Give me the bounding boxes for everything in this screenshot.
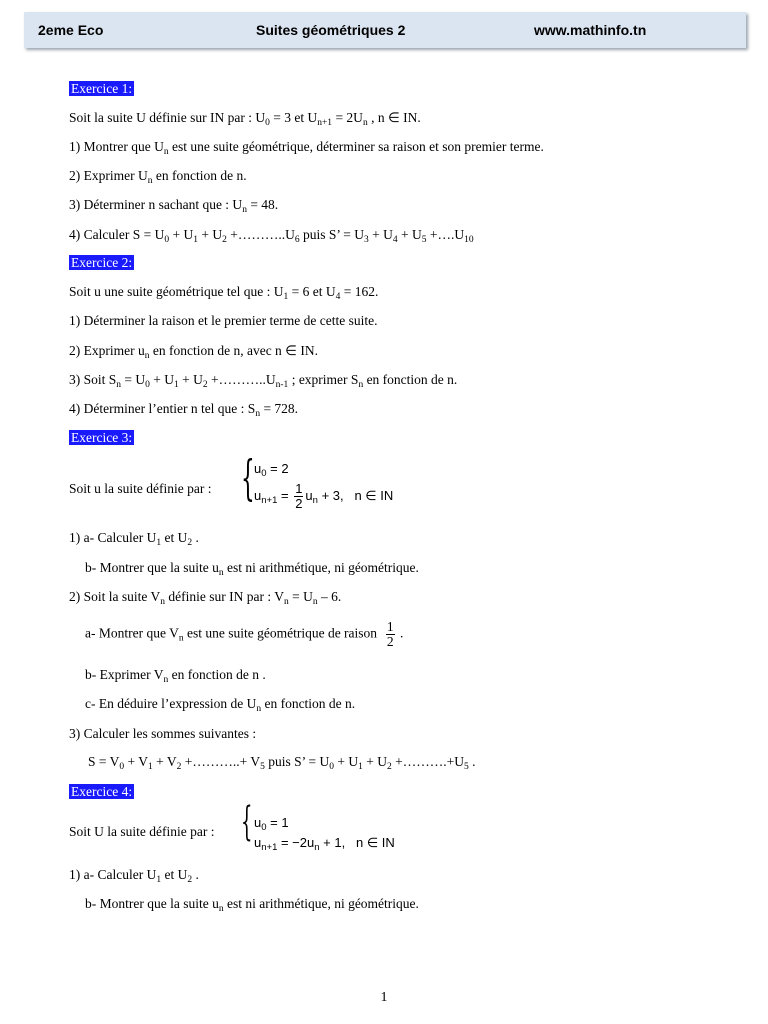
- exercise-3-question-2a: a- Montrer que $V_n$ est une suite géométrique de raison $\frac{1}{2}$ .: [85, 619, 404, 649]
- exercise-1-question-4: 4) Calculer $S = U_0 + U_1 + U_2$ $+\dots\dots\dots..U_6$ puis S’ = $U_3 + U_4 + U_5$ $+\dots.U_{10}$: [69, 227, 474, 245]
- exercise-3-intro: Soit u la suite définie par :: [69, 481, 212, 496]
- page-header: [24, 12, 746, 48]
- header-level: 2eme Eco: [38, 22, 104, 38]
- exercise-1-question-1: 1) Montrer que $U_n$ est une suite géométrique, déterminer sa raison et son premier terme.: [69, 139, 544, 157]
- exercise-3-question-1a: 1) a- Calculer $U_1$ et $U_2$ .: [69, 530, 199, 548]
- exercise-4-intro: Soit U la suite définie par :: [69, 824, 215, 839]
- exercise-4-question-1b: b- Montrer que la suite $u_n$ est ni arithmétique, ni géométrique.: [85, 896, 419, 914]
- exercise-3-question-2b: b- Exprimer $V_n$ en fonction de n .: [85, 667, 266, 685]
- header-website: www.mathinfo.tn: [534, 22, 647, 38]
- exercise-2-question-2: 2) Exprimer $u_n$ en fonction de n, avec n ∈ IN.: [69, 343, 318, 361]
- exercise-2-question-4: 4) Déterminer l’entier n tel que : $S_n = 728$.: [69, 401, 299, 419]
- exercise-3-question-3: 3) Calculer les sommes suivantes :: [69, 726, 257, 741]
- exercise-4-title: Exercice 4:: [71, 784, 133, 799]
- exercise-1-title: Exercice 1:: [71, 81, 133, 96]
- exercise-3-question-1b: b- Montrer que la suite $u_n$ est ni arithmétique, ni géométrique.: [85, 560, 419, 578]
- exercise-2-question-3: 3) Soit $S_n = U_0 + U_1 + U_2$ $+\dots\dots\dots..U_{n-1}$ ; exprimer $S_n$ en fonction de n.: [69, 372, 458, 390]
- exercise-1-intro: Soit la suite U définie sur IN par : $U_0 = 3$ et $U_{n+1} = 2U_n$ , n ∈ IN.: [69, 110, 421, 128]
- exercise-3-question-2: 2) Soit la suite $V_n$ définie sur IN par : $V_n = U_n - 6$.: [69, 589, 342, 607]
- exercise-2-question-1: 1) Déterminer la raison et le premier terme de cette suite.: [69, 313, 378, 328]
- exercise-3-sums: $S = V_0 + V_1 + V_2$ +………..+ $V_5$ puis S’ = $U_0 + U_1 + U_2$ $+\dots\dots\dots.+U_5$ .: [88, 754, 476, 772]
- exercise-4-question-1a: 1) a- Calculer $U_1$ et $U_2$ .: [69, 867, 199, 885]
- header-title: Suites géométriques 2: [256, 22, 406, 38]
- exercise-2-intro: Soit u une suite géométrique tel que : $U_1 = 6$ et $U_4 = 162$.: [69, 284, 379, 302]
- exercise-3-title: Exercice 3:: [71, 430, 133, 445]
- exercise-1-question-3: 3) Déterminer n sachant que : $U_n = 48$.: [69, 197, 279, 215]
- page-number: 1: [380, 990, 388, 1005]
- exercise-1-question-2: 2) Exprimer $U_n$ en fonction de n.: [69, 168, 247, 186]
- exercise-2-title: Exercice 2:: [71, 255, 133, 270]
- exercise-3-question-2c: c- En déduire l’expression de $U_n$ en fonction de n.: [85, 696, 356, 714]
